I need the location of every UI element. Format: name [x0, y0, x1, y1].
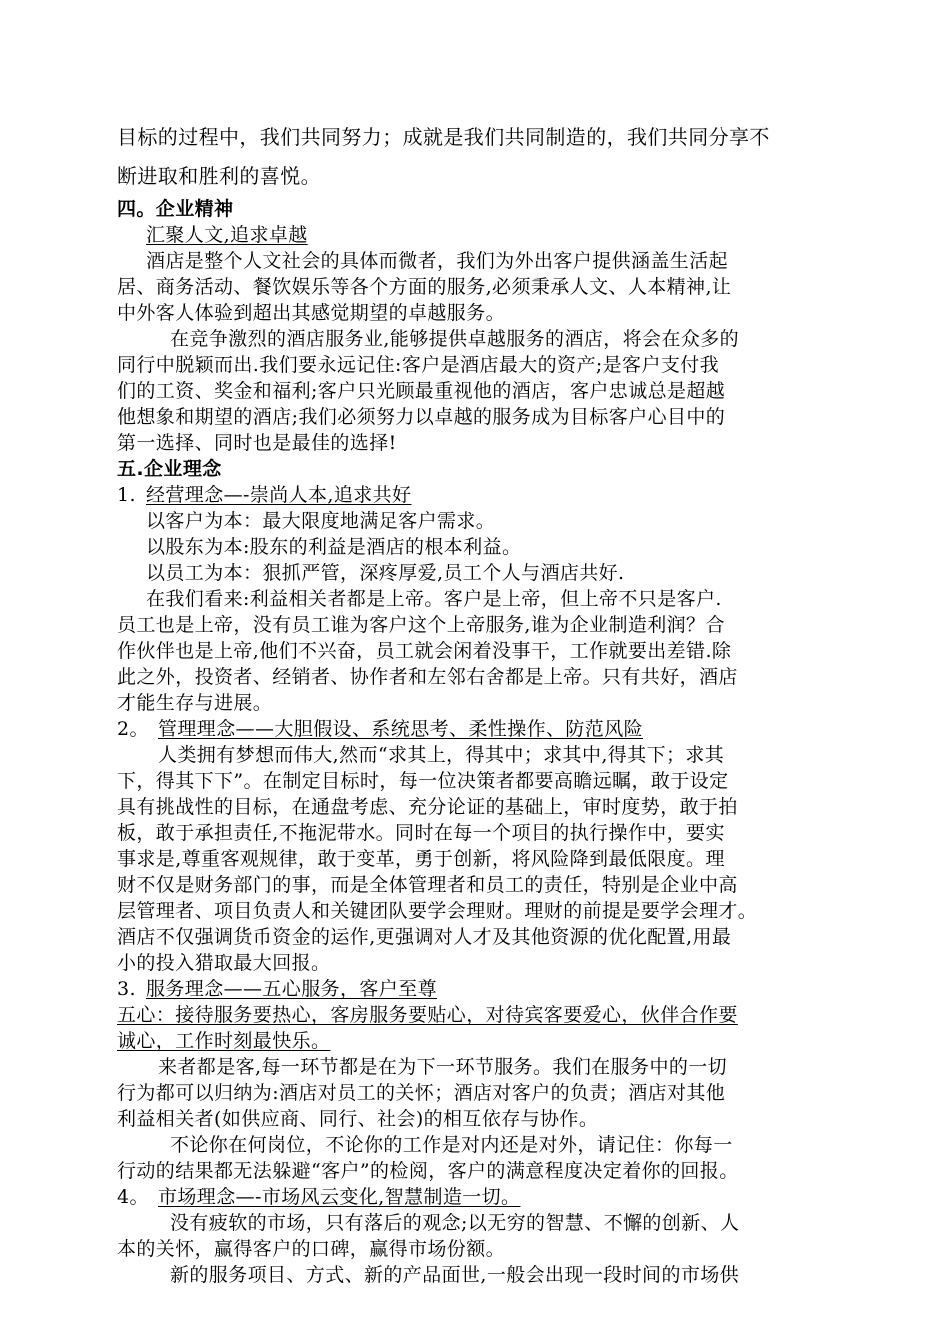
- item2-line: 下，得其下下”。在制定目标时，每一位决策者都要高瞻远瞩，敢于设定: [117, 770, 729, 792]
- item2-line: 财不仅是财务部门的事，而是全体管理者和员工的责任，特别是企业中高: [117, 874, 738, 896]
- item4-line: 没有疲软的市场，只有落后的观念;以无穷的智慧、不懈的创新、人: [170, 1212, 740, 1234]
- item3-number: 3.: [117, 978, 136, 1000]
- item4-line: 新的服务项目、方式、新的产品面世,一般会出现一段时间的市场供: [170, 1264, 740, 1286]
- section4-para1-line: 酒店是整个人文社会的具体而微者，我们为外出客户提供涵盖生活起: [146, 250, 729, 272]
- section4-heading: 四。企业精神: [117, 198, 234, 220]
- item2-line: 小的投入猎取最大回报。: [117, 952, 331, 974]
- five-hearts-line: 五心：接待服务要热心，客房服务要贴心，对待宾客要爱心，伙伴合作要: [117, 1004, 738, 1026]
- section4-para2-line: 他想象和期望的酒店;我们必须努力以卓越的服务成为目标客户心目中的: [117, 406, 726, 428]
- section5-heading: 五.企业理念: [117, 458, 222, 480]
- item2-number: 2。: [117, 718, 149, 740]
- item2-line: 酒店不仅强调货币资金的运作,更强调对人才及其他资源的优化配置,用最: [117, 926, 732, 948]
- five-hearts-line: 诚心，工作时刻最快乐。: [117, 1030, 331, 1052]
- item3-line: 不论你在何岗位，不论你的工作是对内还是对外，请记住：你每一: [170, 1134, 733, 1156]
- item2-title: 管理理念——大胆假设、系统思考、柔性操作、防范风险: [158, 718, 644, 740]
- item1-line: 以客户为本：最大限度地满足客户需求。: [146, 510, 496, 532]
- item2-line: 具有挑战性的目标，在通盘考虑、充分论证的基础上，审时度势，敢于拍: [117, 796, 738, 818]
- item2-line: 层管理者、项目负责人和关键团队要学会理财。理财的前提是要学会理才。: [117, 900, 758, 922]
- section4-para1-line: 居、商务活动、餐饮娱乐等各个方面的服务,必须秉承人文、人本精神,让: [117, 276, 732, 298]
- item1-line: 作伙伴也是上帝,他们不兴奋，员工就会闲着没事干，工作就要出差错.除: [117, 640, 732, 662]
- item3-line: 利益相关者(如供应商、同行、社会)的相互依存与协作。: [117, 1108, 599, 1130]
- item2-line: 板，敢于承担责任,不拖泥带水。同时在每一个项目的执行操作中，要实: [117, 822, 725, 844]
- item4-number: 4。: [117, 1186, 149, 1208]
- item1-line: 以员工为本：狠抓严管，深疼厚爱,员工个人与酒店共好.: [146, 562, 625, 584]
- item3-line: 行动的结果都无法躲避“客户”的检阅，客户的满意程度决定着你的回报。: [117, 1160, 739, 1182]
- item2-line: 事求是,尊重客观规律，敢于变革，勇于创新，将风险降到最低限度。理: [117, 848, 725, 870]
- item1-number: 1.: [117, 484, 136, 506]
- item1-line: 此之外，投资者、经销者、协作者和左邻右舍都是上帝。只有共好，酒店: [117, 666, 738, 688]
- item3-line: 行为都可以归纳为:酒店对员工的关怀；酒店对客户的负责；酒店对其他: [117, 1082, 726, 1104]
- item4-line: 本的关怀，赢得客户的口碑，赢得市场份额。: [117, 1238, 506, 1260]
- item1-line: 员工也是上帝，没有员工谁为客户这个上帝服务,谁为企业制造利润？合: [117, 614, 725, 636]
- item4-title: 市场理念—-市场风云变化,智慧制造一切。: [158, 1186, 521, 1208]
- section4-para2-line: 在竞争激烈的酒店服务业,能够提供卓越服务的酒店，将会在众多的: [170, 328, 740, 350]
- section4-subtitle: 汇聚人文,追求卓越: [146, 224, 308, 246]
- item3-line: 来者都是客,每一环节都是在为下一环节服务。我们在服务中的一切: [158, 1056, 728, 1078]
- item1-title: 经营理念—-崇尚人本,追求共好: [146, 484, 412, 506]
- section4-para2-line: 同行中脱颖而出.我们要永远记住:客户是酒店最大的资产;是客户支付我: [117, 354, 720, 376]
- item1-line: 才能生存与进展。: [117, 692, 273, 714]
- item1-line: 以股东为本:股东的利益是酒店的根本利益。: [146, 536, 522, 558]
- item2-line: 人类拥有梦想而伟大,然而“求其上，得其中；求其中,得其下；求其: [158, 744, 725, 766]
- section4-para2-line: 们的工资、奖金和福利;客户只光顾最重视他的酒店，客户忠诚总是超越: [117, 380, 726, 402]
- section4-para2-line: 第一选择、同时也是最佳的选择!: [117, 432, 397, 454]
- item1-line: 在我们看来:利益相关者都是上帝。客户是上帝，但上帝不只是客户.: [146, 588, 722, 610]
- item3-title: 服务理念——五心服务，客户至尊: [146, 978, 438, 1000]
- intro-line: 目标的过程中，我们共同努力；成就是我们共同制造的，我们共同分享不: [117, 125, 770, 149]
- section4-para1-line: 中外客人体验到超出其感觉期望的卓越服务。: [117, 302, 506, 324]
- intro-line: 断进取和胜利的喜悦。: [117, 164, 321, 188]
